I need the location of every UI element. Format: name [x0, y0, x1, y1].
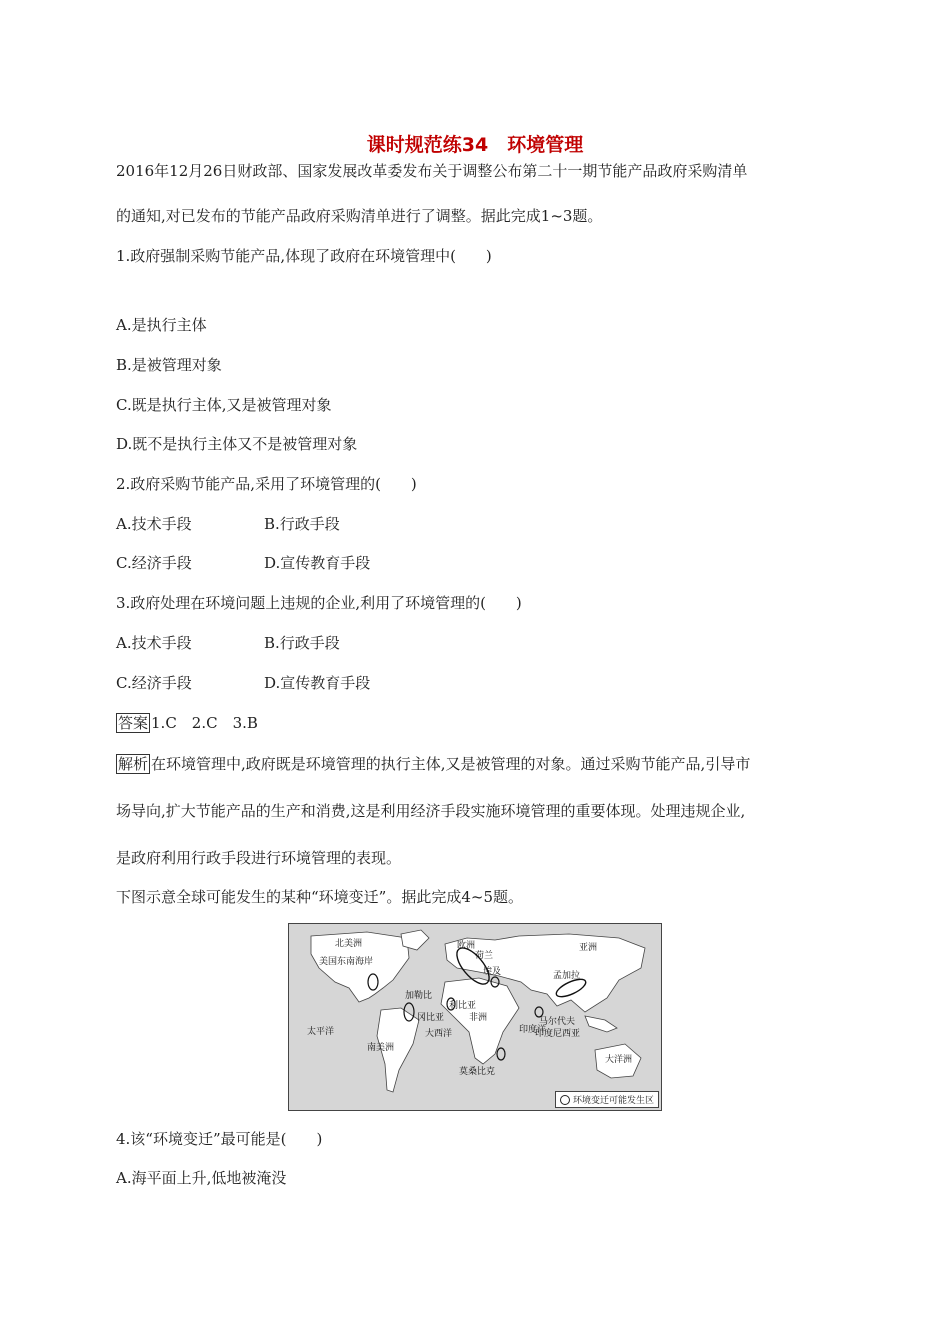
intro-paragraph-line-1: 2016年12月26日财政部、国家发展改革委发布关于调整公布第二十一期节能产品政府采购清单 — [116, 162, 748, 180]
map-label-gambia: 冈比亚 — [417, 1013, 445, 1023]
analysis-line-1 — [116, 754, 750, 774]
question-2-options-row-1 — [116, 514, 340, 534]
question-3-options-row-2 — [116, 673, 371, 693]
analysis-tag: 解析 — [118, 755, 149, 773]
map-label-south-america: 南美洲 — [367, 1043, 395, 1053]
question-2-options-row-2 — [116, 553, 371, 573]
question-1-option-a: A.是执行主体 — [116, 316, 207, 334]
question-3-option-c: C.经济手段 — [116, 674, 192, 692]
map-label-indian-ocean: 印度洋 — [519, 1025, 547, 1035]
answer-tag: 答案 — [118, 714, 149, 732]
map-label-mozambique: 莫桑比克 — [459, 1067, 496, 1077]
answer-line — [116, 713, 258, 733]
map-label-asia: 亚洲 — [579, 943, 598, 953]
question-4-stem: 4.该“环境变迁”最可能是( ) — [116, 1130, 323, 1148]
map-label-liberia: 利比亚 — [449, 1001, 477, 1011]
map-label-oceania: 大洋洲 — [605, 1055, 633, 1065]
map-label-africa: 非洲 — [469, 1013, 488, 1023]
world-map-figure — [288, 923, 662, 1111]
question-3-stem: 3.政府处理在环境问题上违规的企业,利用了环境管理的( ) — [116, 594, 522, 612]
zone-circle-icon — [560, 1095, 570, 1105]
question-4-option-a: A.海平面上升,低地被淹没 — [116, 1169, 287, 1187]
answer-text: 1.C 2.C 3.B — [151, 714, 258, 732]
intro-paragraph-2: 下图示意全球可能发生的某种“环境变迁”。据此完成4~5题。 — [116, 888, 523, 906]
question-1-option-d: D.既不是执行主体又不是被管理对象 — [116, 435, 358, 453]
question-3-option-a: A.技术手段 — [116, 634, 192, 652]
map-label-maldives: 马尔代夫 — [539, 1017, 576, 1027]
map-label-europe: 欧洲 — [457, 941, 476, 951]
map-label-atlantic: 大西洋 — [425, 1029, 453, 1039]
question-1-stem: 1.政府强制采购节能产品,体现了政府在环境管理中( ) — [116, 247, 492, 265]
map-label-netherlands: 荷兰 — [475, 951, 494, 961]
question-2-stem: 2.政府采购节能产品,采用了环境管理的( ) — [116, 475, 417, 493]
map-label-bangladesh: 孟加拉 — [553, 971, 581, 981]
question-3-options-row-1 — [116, 633, 340, 653]
question-2-option-c: C.经济手段 — [116, 554, 192, 572]
map-label-pacific: 太平洋 — [307, 1027, 335, 1037]
map-label-egypt: 埃及 — [483, 967, 502, 977]
question-3-option-b: B.行政手段 — [264, 634, 340, 652]
map-label-caribbean: 加勒比 — [405, 991, 433, 1001]
question-1-option-c: C.既是执行主体,又是被管理对象 — [116, 396, 332, 414]
analysis-line-3: 是政府利用行政手段进行环境管理的表现。 — [116, 849, 402, 867]
map-label-indonesia: 印度尼西亚 — [535, 1029, 581, 1039]
question-2-option-b: B.行政手段 — [264, 515, 340, 533]
analysis-text-1: 在环境管理中,政府既是环境管理的执行主体,又是被管理的对象。通过采购节能产品,引导市 — [151, 755, 751, 773]
world-map-svg — [289, 924, 661, 1110]
question-1-option-b: B.是被管理对象 — [116, 356, 222, 374]
analysis-line-2: 场导向,扩大节能产品的生产和消费,这是利用经济手段实施环境管理的重要体现。处理违规企业, — [116, 802, 746, 820]
map-legend-text: 环境变迁可能发生区 — [572, 1096, 654, 1106]
question-3-option-d: D.宣传教育手段 — [264, 674, 371, 692]
page-title: 课时规范练34 环境管理 — [366, 134, 584, 156]
question-2-option-d: D.宣传教育手段 — [264, 554, 371, 572]
map-legend — [555, 1091, 659, 1108]
intro-paragraph-line-2: 的通知,对已发布的节能产品政府采购清单进行了调整。据此完成1~3题。 — [116, 207, 603, 225]
map-label-us-southeast: 美国东南海岸 — [319, 957, 374, 967]
question-2-option-a: A.技术手段 — [116, 515, 192, 533]
map-label-north-america: 北美洲 — [335, 939, 363, 949]
